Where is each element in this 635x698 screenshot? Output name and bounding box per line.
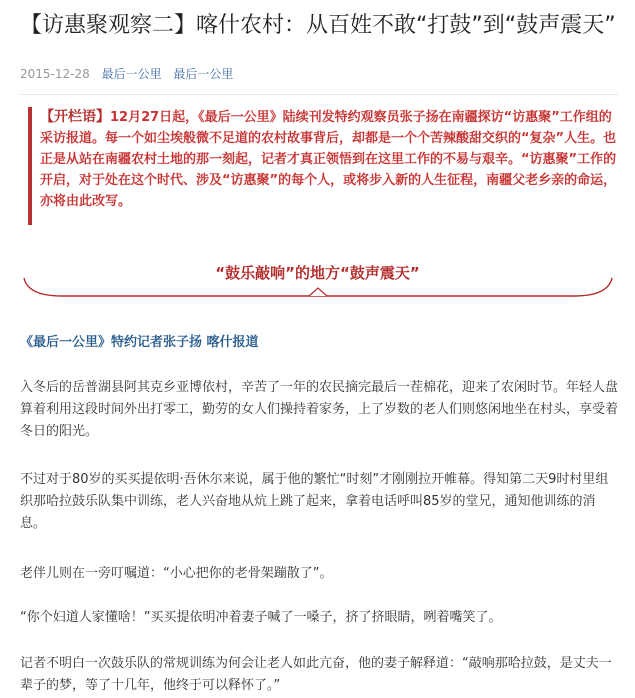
article-source-link[interactable]: 最后一公里	[101, 67, 162, 81]
column-intro	[28, 107, 620, 225]
article-meta	[20, 64, 233, 84]
article-byline: 《最后一公里》特约记者张子扬 喀什报道	[20, 335, 259, 350]
article-date: 2015-12-28	[20, 67, 90, 81]
article-title: 【访惠聚观察二】喀什农村：从百姓不敢“打鼓”到“鼓声震天”	[20, 13, 616, 38]
section-divider-curve	[22, 276, 614, 300]
section-heading: “鼓乐敲响”的地方“鼓声震天”	[215, 264, 420, 282]
paragraph: 不过对于80岁的买买提依明·吾休尔来说，属于他的繁忙“时刻”才刚刚拉开帷幕。得知第二天9时村里组织那哈拉鼓乐队集中训练，老人兴奋地从炕上跳了起来，拿着电话呼叫85岁的堂兄，通知他训练的消息。	[20, 472, 609, 531]
title-divider	[20, 94, 618, 95]
paragraph: 老伴儿则在一旁叮嘱道：“小心把你的老骨架蹦散了”。	[20, 566, 333, 581]
paragraph: 入冬后的岳普湖县阿其克乡亚博依村，辛苦了一年的农民摘完最后一茬棉花，迎来了农闲时节。年轻人盘算着利用这段时间外出打零工，勤劳的女人们操持着家务，上了岁数的老人们则悠闲地坐在村头，享受着冬日的阳光。	[20, 380, 619, 439]
paragraph: “你个妇道人家懂啥！”买买提依明冲着妻子喊了一嗓子，挤了挤眼睛，咧着嘴笑了。	[20, 610, 502, 625]
article-author-link[interactable]: 最后一公里	[173, 67, 234, 81]
paragraph: 记者不明白一次鼓乐队的常规训练为何会让老人如此亢奋，他的妻子解释道：“敲响那哈拉鼓，是丈夫一辈子的梦，等了十几年，他终于可以释怀了。”	[20, 656, 612, 693]
intro-tag: 【开栏语】	[40, 109, 110, 125]
intro-text: 12月27日起，《最后一公里》陆续刊发特约观察员张子扬在南疆探访“访惠聚”工作组的采访报道。每一个如尘埃般微不足道的农村故事背后，却都是一个个苦辣酸甜交织的“复杂”人生。也正是从站在南疆农村土地的那一刻起，记者才真正领悟到在这里工作的不易与艰辛。“访惠聚”工作的开启，对于处在这个时代、涉及“访惠聚”的每个人，或将步入新的人生征程，南疆父老乡亲的命运，亦将由此改写。	[40, 110, 617, 209]
